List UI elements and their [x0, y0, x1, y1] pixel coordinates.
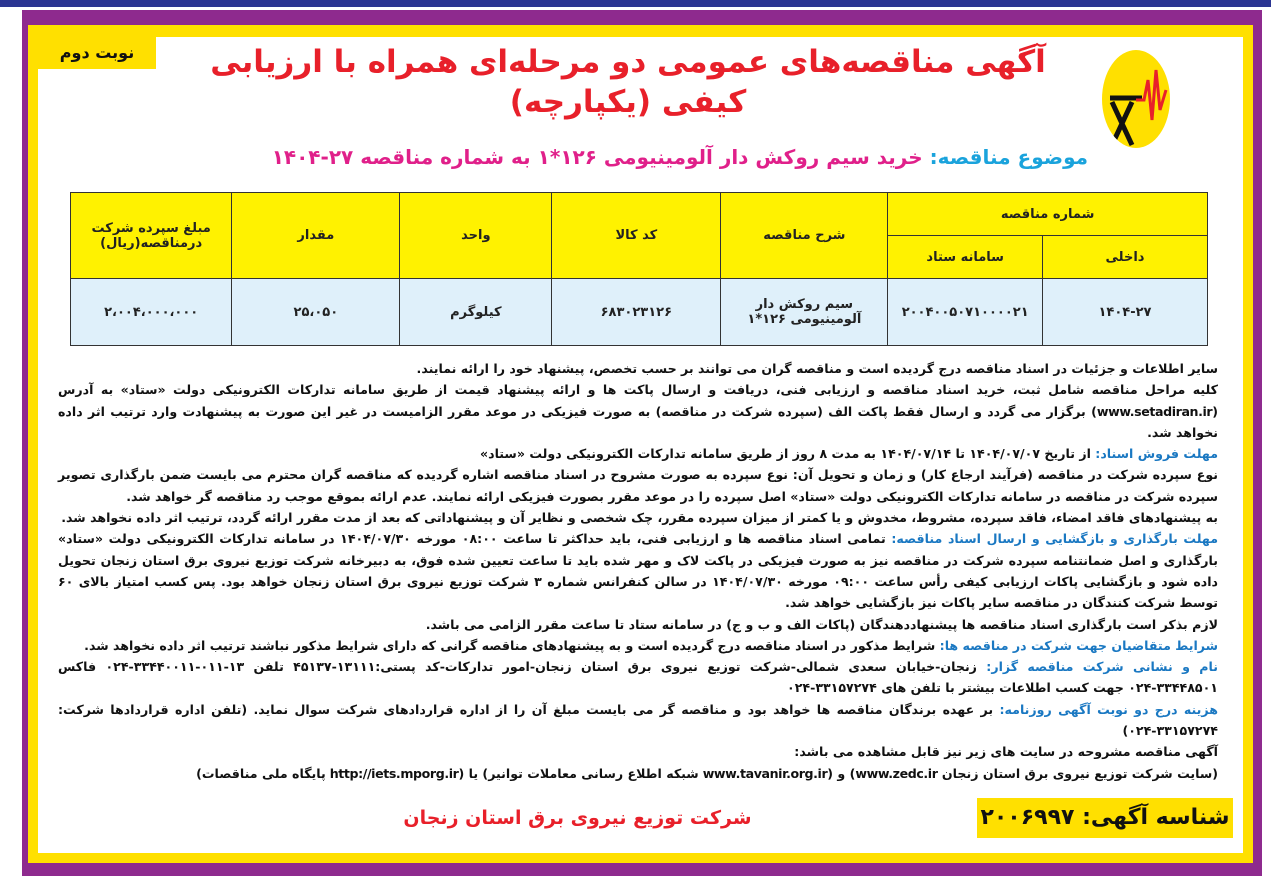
header-internal: داخلی — [1043, 236, 1208, 279]
company-name: شرکت توزیع نیروی برق استان زنجان — [403, 806, 752, 829]
paragraph-label: نام و نشانی شرکت مناقصه گزار: — [986, 659, 1218, 675]
paragraph — [58, 358, 1218, 379]
paragraph — [58, 635, 1218, 656]
paragraph-text: آگهی مناقصه مشروحه در سایت های زیر نیز قابل مشاهده می باشد: — [794, 744, 1218, 760]
paragraph-text: شرایط مذکور در اسناد مناقصه درج گردیده است و به پیشنهادهای مناقصه گرانی که دارای شرایط مذکور نباشند ترتیب اثر داده نخواهد شد. — [84, 637, 936, 653]
company-logo-icon — [1102, 50, 1170, 148]
ad-body-text — [58, 358, 1218, 784]
paragraph — [58, 763, 1218, 784]
cell-unit: کیلوگرم — [400, 279, 552, 346]
paragraph — [58, 741, 1218, 762]
round-badge: نوبت دوم — [38, 37, 156, 69]
ad-id-value: ۲۰۰۶۹۹۷ — [980, 804, 1075, 830]
paragraph-label: شرایط متقاضیان جهت شرکت در مناقصه ها: — [939, 637, 1218, 653]
header-description: شرح مناقصه — [721, 193, 888, 279]
ad-footer — [58, 798, 1233, 838]
paragraph — [58, 656, 1218, 699]
header-tender-number: شماره مناقصه — [888, 193, 1208, 236]
paragraph-text: تمامی اسناد مناقصه ها و ارزیابی فنی، باید حداکثر تا ساعت ۰۸:۰۰ مورخه ۱۴۰۴/۰۷/۳۰ در سامانه تدارکات الکترونیکی دولت «ستاد» بارگذاری و اصل ضمانتنامه سپرده شرکت در مناقصه نیز به صورت فیزیکی در پاکت لاک و مهر شده باید تا ساعت تعیین شده فوق، به دبیرخانه شرکت توزیع نیروی برق استان زنجان تحویل داده شود و بازگشایی پاکات ارزیابی کیفی رأس ساعت ۰۹:۰۰ مورخه ۱۴۰۴/۰۷/۳۰ در سالن کنفرانس شماره ۳ شرکت توزیع نیروی برق استان زنجان خواهد بود. پس کسب امتیاز بالای ۶۰ توسط شرکت کنندگان در مناقصه سایر پاکات نیز بازگشایی خواهد شد. — [58, 531, 1219, 611]
paragraph — [58, 443, 1218, 464]
paragraph-text: کلیه مراحل مناقصه شامل ثبت، خرید اسناد مناقصه و ارزیابی فنی، دریافت و ارسال پاکت ها و ارائه پیشنهاد قیمت از طریق سامانه تدارکات الکترونیکی دولت «ستاد» به آدرس (www.setadiran.ir) برگزار می گردد و ارسال فقط پاکت الف (سپرده شرکت در مناقصه) به صورت فیزیکی در موعد مقرر الزامیست در غیر این صورت به پیشنهادت وارد ترتیب اثر داده نخواهد شد. — [58, 382, 1218, 440]
paragraph — [58, 379, 1218, 443]
cell-description: سیم روکش دار آلومینیومی ۱۲۶*۱ — [721, 279, 888, 346]
top-band — [0, 0, 1271, 7]
table-row — [71, 279, 1208, 346]
cell-internal: ۱۴۰۴-۲۷ — [1043, 279, 1208, 346]
paragraph-label: هزینه درج دو نوبت آگهی روزنامه: — [999, 701, 1218, 717]
header-deposit: مبلغ سپرده شرکت درمناقصه(ریال) — [71, 193, 232, 279]
cell-deposit: ۲،۰۰۴،۰۰۰،۰۰۰ — [71, 279, 232, 346]
paragraph-label: مهلت بارگذاری و بازگشایی و ارسال اسناد مناقصه: — [891, 531, 1218, 547]
paragraph-text: بر عهده برندگان مناقصه ها خواهد بود و مناقصه گر می بایست مبلغ آن را از اداره قراردادهای شرکت سوال نماید. (تلفن اداره قراردادها شرکت: ۳۳۱۵۷۲۷۴-۰۲۴) — [58, 701, 1218, 739]
cell-setad: ۲۰۰۴۰۰۵۰۷۱۰۰۰۰۲۱ — [888, 279, 1043, 346]
paragraph-text: از تاریخ ۱۴۰۴/۰۷/۰۷ تا ۱۴۰۴/۰۷/۱۴ به مدت ۸ روز از طریق سامانه تدارکات الکترونیکی دولت «ستاد» — [479, 446, 1091, 462]
paragraph-text: به پیشنهادهای فاقد امضاء، فاقد سپرده، مشروط، مخدوش و یا کمتر از میزان سپرده مقرر، چک شخصی و نظایر آن و پیشنهاداتی که بعد از مدت مقرر ارائه گردد، ترتیب اثر داده نخواهد شد. — [61, 510, 1218, 526]
ad-content — [58, 42, 1230, 838]
header-unit: واحد — [400, 193, 552, 279]
ad-id-label: شناسه آگهی: — [1082, 804, 1230, 830]
paragraph-text: لازم بذکر است بارگذاری اسناد مناقصه ها پیشنهاددهندگان (پاکات الف و ب و ج) در سامانه ستاد تا ساعت مقرر الزامی می باشد. — [425, 616, 1218, 632]
header-quantity: مقدار — [232, 193, 400, 279]
header-item-code: کد کالا — [552, 193, 721, 279]
paragraph — [58, 614, 1218, 635]
paragraph-label: مهلت فروش اسناد: — [1095, 446, 1218, 462]
ad-id-box — [977, 798, 1233, 838]
paragraph — [58, 528, 1218, 613]
paragraph — [58, 699, 1218, 742]
subject-label: موضوع مناقصه: — [929, 145, 1088, 169]
paragraph-text: نوع سپرده شرکت در مناقصه (فرآیند ارجاع کار) و زمان و تحویل آن: نوع سپرده به صورت مشروح در اسناد مناقصه اشاره گردیده که مناقصه گران محترم می بایست ضمن بارگذاری تصویر سپرده شرکت در مناقصه در سامانه تدارکات الکترونیکی دولت «ستاد» اصل سپرده را در موعد مقرر بصورت فیزیکی ارائه نمایند. عدم ارائه بموقع موجب رد مناقصه گر خواهد شد. — [58, 467, 1218, 504]
paragraph — [58, 464, 1218, 507]
paragraph-text: (سایت شرکت توزیع نیروی برق استان زنجان www.zedc.ir) و (www.tavanir.org.ir شبکه اطلاع رسانی معاملات توانیر) یا (http://iets.mporg.ir پایگاه ملی مناقصات) — [196, 765, 1218, 781]
tender-subject — [168, 144, 1088, 170]
paragraph-text: زنجان-خیابان سعدی شمالی-شرکت توزیع نیروی برق استان زنجان-امور تدارکات-کد پستی:۱۳۱۱۱-۴۵۱۳۷ تلفن ۱۳-۰۱۱-۳۳۴۴۰۰۱۱-۰۲۴ فاکس ۳۳۴۴۸۵۰۱-۰۲۴ جهت کسب اطلاعات بیشتر با تلفن های ۳۳۱۵۷۲۷۴-۰۲۴ — [58, 659, 1218, 696]
ad-header — [168, 42, 1088, 170]
subject-value: خرید سیم روکش دار آلومینیومی ۱۲۶*۱ به شماره مناقصه ۲۷-۱۴۰۴ — [271, 145, 923, 169]
ad-title: آگهی مناقصه‌های عمومی دو مرحله‌ای همراه با ارزیابی کیفی (یکپارچه) — [210, 44, 1046, 120]
header-setad: سامانه ستاد — [888, 236, 1043, 279]
paragraph — [58, 507, 1218, 528]
cell-quantity: ۲۵،۰۵۰ — [232, 279, 400, 346]
cell-item-code: ۶۸۳۰۲۳۱۲۶ — [552, 279, 721, 346]
paragraph-text: سایر اطلاعات و جزئیات در اسناد مناقصه درج گردیده است و مناقصه گران می توانند بر حسب تخصص، پیشنهاد خود را ارائه نمایند. — [416, 361, 1218, 376]
tender-table — [70, 192, 1208, 346]
